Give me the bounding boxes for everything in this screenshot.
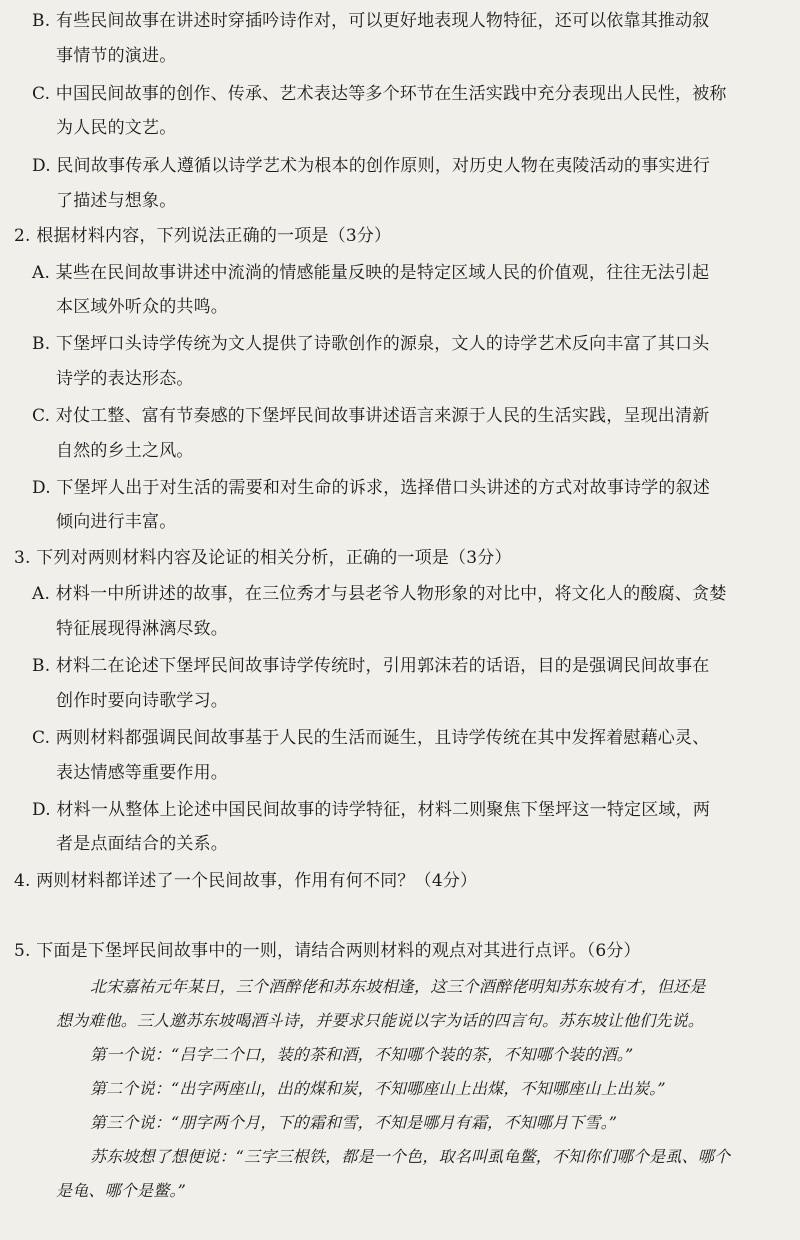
q5-story-line-5: 第三个说：“朋字两个月，下的霜和雪，不知是哪月有霜，不知哪月下雪。” [90,1113,618,1132]
q3-option-a-line2: 特征展现得淋漓尽致。 [56,619,228,639]
q1-option-d-line1: D. 民间故事传承人遵循以诗学艺术为根本的创作原则，对历史人物在夷陵活动的事实进行 [32,156,711,176]
q2-option-b-line2: 诗学的表达形态。 [56,369,194,389]
q3-option-d-line1: D. 材料一从整体上论述中国民间故事的诗学特征，材料二则聚焦下堡坪这一特定区域，两 [32,800,711,820]
q1-option-c-line2: 为人民的文艺。 [56,118,177,138]
q2-stem: 2. 根据材料内容，下列说法正确的一项是（3分） [14,226,392,246]
q3-option-c-line2: 表达情感等重要作用。 [56,763,228,783]
q1-option-d-line2: 了描述与想象。 [56,191,177,211]
q2-option-d-line1: D. 下堡坪人出于对生活的需要和对生命的诉求，选择借口头讲述的方式对故事诗学的叙述 [32,478,711,498]
q1-option-b-line2: 事情节的演进。 [56,46,177,66]
q5-story-line-3: 第一个说：“吕字二个口，装的茶和酒，不知哪个装的茶，不知哪个装的酒。” [90,1045,634,1064]
q2-option-c-line1: C. 对仗工整、富有节奏感的下堡坪民间故事讲述语言来源于人民的生活实践，呈现出清新 [32,406,710,426]
q2-option-a-line1: A. 某些在民间故事讲述中流淌的情感能量反映的是特定区域人民的价值观，往往无法引起 [32,263,710,283]
q3-option-a-line1: A. 材料一中所讲述的故事，在三位秀才与县老爷人物形象的对比中，将文化人的酸腐、贪婪 [32,584,727,604]
q3-option-b-line1: B. 材料二在论述下堡坪民间故事诗学传统时，引用郭沫若的话语，目的是强调民间故事在 [32,656,710,676]
q5-story-line-4: 第二个说：“出字两座山，出的煤和炭，不知哪座山上出煤，不知哪座山上出炭。” [90,1079,666,1098]
q2-option-a-line2: 本区域外听众的共鸣。 [56,297,228,317]
q3-option-d-line2: 者是点面结合的关系。 [56,834,228,854]
q2-option-c-line2: 自然的乡土之风。 [56,441,194,461]
q2-option-b-line1: B. 下堡坪口头诗学传统为文人提供了诗歌创作的源泉，文人的诗学艺术反向丰富了其口头 [32,334,710,354]
q1-option-c-line1: C. 中国民间故事的创作、传承、艺术表达等多个环节在生活实践中充分表现出人民性，被称 [32,84,727,104]
q1-option-b-line1: B. 有些民间故事在讲述时穿插吟诗作对，可以更好地表现人物特征，还可以依靠其推动叙 [32,11,710,31]
q3-option-b-line2: 创作时要向诗歌学习。 [56,691,228,711]
q2-option-d-line2: 倾向进行丰富。 [56,512,177,532]
q3-stem: 3. 下列对两则材料内容及论证的相关分析，正确的一项是（3分） [14,548,512,568]
q3-option-c-line1: C. 两则材料都强调民间故事基于人民的生活而诞生，且诗学传统在其中发挥着慰藉心灵、 [32,728,710,748]
q5-story-line-1: 北宋嘉祐元年某日，三个酒醉佬和苏东坡相逢，这三个酒醉佬明知苏东坡有才，但还是 [90,977,706,996]
q5-story-line-2: 想为难他。三人邀苏东坡喝酒斗诗，并要求只能说以字为话的四言句。苏东坡让他们先说。 [56,1011,705,1030]
q5-story-line-7: 是龟、哪个是鳖。” [56,1181,186,1200]
q5-stem: 5. 下面是下堡坪民间故事中的一则，请结合两则材料的观点对其进行点评。（6分） [14,941,641,961]
q4-stem: 4. 两则材料都详述了一个民间故事，作用有何不同？（4分） [14,871,478,891]
q5-story-line-6: 苏东坡想了想便说：“三字三根铁，都是一个色，取名叫虱龟鳖，不知你们哪个是虱、哪个 [90,1147,731,1166]
